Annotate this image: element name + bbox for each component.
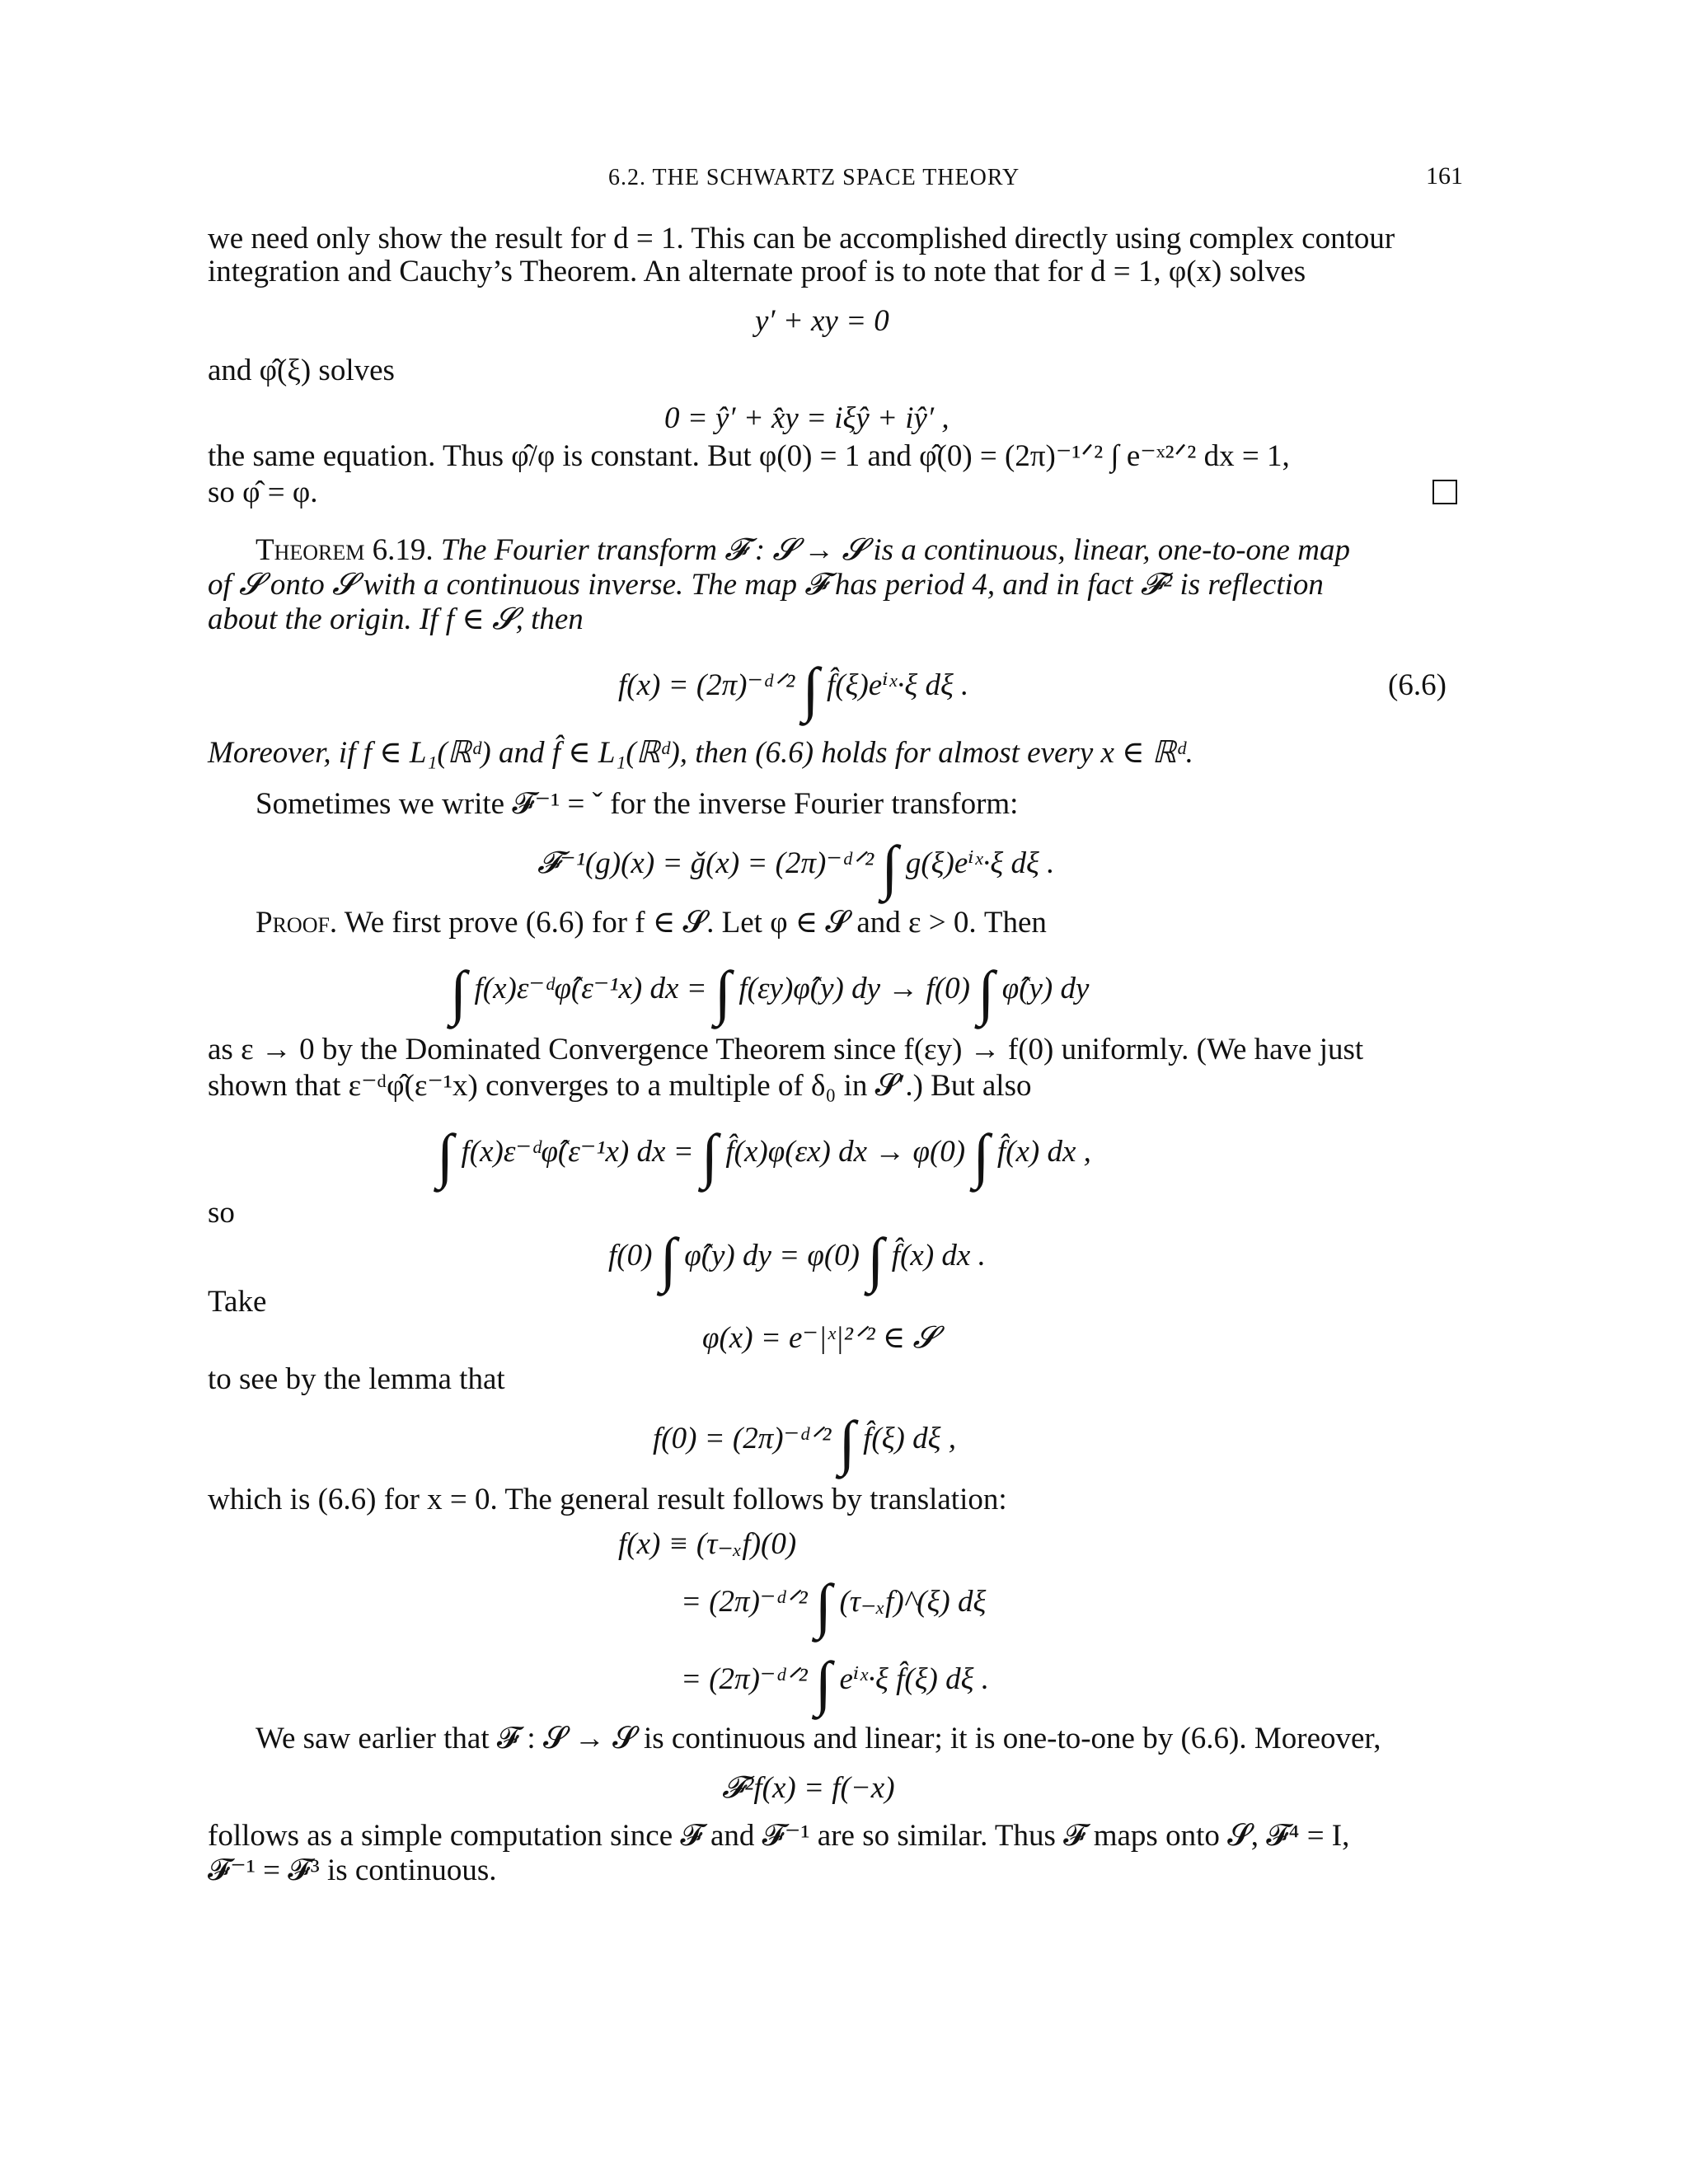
integral-sign: ∫	[973, 1122, 990, 1190]
page-number: 161	[1426, 162, 1463, 190]
display-equation: 𝓕²f(x) = f(−x)	[722, 1771, 895, 1805]
theorem-label	[256, 531, 1350, 570]
body-line: We saw earlier that 𝓕 : 𝓢 → 𝓢 is continuous and linear; it is one-to-one by (6.6). Moreover,	[256, 1722, 1381, 1755]
eq-part: f(0)	[608, 1239, 653, 1272]
aligned-equation-row	[681, 1650, 989, 1718]
theorem-line: Moreover, if f ∈ L₁(ℝᵈ) and f̂ ∈ L₁(ℝᵈ), then (6.6) holds for almost every x ∈ ℝᵈ.	[208, 736, 1193, 770]
integral-sign: ∫	[701, 1122, 719, 1190]
body-line: the same equation. Thus φ̂/φ is constant. But φ(0) = 1 and φ̂(0) = (2π)⁻¹ᐟ² ∫ e⁻ˣ²ᐟ² dx = 1,	[208, 439, 1290, 473]
eq-part: (τ₋ₓf)^(ξ) dξ	[839, 1585, 987, 1619]
integral-sign: ∫	[437, 1122, 454, 1190]
integral-sign: ∫	[659, 1226, 677, 1294]
display-equation	[450, 959, 1090, 1027]
proof-text: We first prove (6.6) for f ∈ 𝓢. Let φ ∈ 𝓢 and ε > 0. Then	[344, 906, 1047, 940]
display-equation: y′ + xy = 0	[755, 304, 889, 338]
display-equation	[437, 1122, 1091, 1190]
eq-lhs: f(x) = (2π)⁻ᵈᐟ²	[618, 668, 795, 702]
eq-part: f(x)ε⁻ᵈφ̂(ε⁻¹x) dx =	[474, 972, 707, 1005]
integral-sign: ∫	[978, 959, 995, 1027]
eq-part: f̂(x)φ(εx) dx → φ(0)	[725, 1135, 966, 1169]
eq-part: = (2π)⁻ᵈᐟ²	[681, 1585, 808, 1619]
eq-part: φ̂(y) dy = φ(0)	[684, 1239, 860, 1272]
body-line: so	[208, 1196, 235, 1230]
eq-rhs: f̂(ξ)eⁱˣ·ξ dξ .	[827, 668, 969, 702]
display-equation	[537, 834, 1055, 902]
body-line: we need only show the result for d = 1. This can be accomplished directly using complex contour	[208, 222, 1395, 255]
integral-sign: ∫	[714, 959, 732, 1027]
eq-part: f(x)ε⁻ᵈφ̂(ε⁻¹x) dx =	[461, 1135, 694, 1169]
integral-sign: ∫	[814, 1650, 832, 1718]
eq-lhs: 𝓕⁻¹(g)(x) = ǧ(x) = (2π)⁻ᵈᐟ²	[537, 846, 874, 880]
body-line: 𝓕⁻¹ = 𝓕³ is continuous.	[208, 1854, 497, 1887]
integral-sign: ∫	[867, 1226, 884, 1294]
integral-sign: ∫	[838, 1409, 856, 1477]
eq-part: eⁱˣ·ξ f̂(ξ) dξ .	[839, 1662, 989, 1696]
body-line: which is (6.6) for x = 0. The general result follows by translation:	[208, 1483, 1007, 1516]
integral-sign: ∫	[802, 656, 819, 724]
eq-part: f̂(x) dx .	[891, 1239, 986, 1272]
eq-rhs: f̂(ξ) dξ ,	[863, 1422, 956, 1455]
aligned-equation-row: f(x) ≡ (τ₋ₓf)(0)	[618, 1527, 797, 1561]
eq-part: f(εy)φ̂(y) dy → f(0)	[738, 972, 970, 1005]
integral-sign: ∫	[881, 834, 898, 902]
eq-part: f̂(x) dx ,	[996, 1135, 1091, 1169]
body-line: shown that ε⁻ᵈφ̂(ε⁻¹x) converges to a multiple of δ₀ in 𝓢′.) But also	[208, 1069, 1032, 1103]
body-line: Sometimes we write 𝓕⁻¹ = ˇ for the inverse Fourier transform:	[256, 787, 1019, 821]
eq-rhs: g(ξ)eⁱˣ·ξ dξ .	[905, 846, 1055, 880]
theorem-line: about the origin. If f ∈ 𝓢, then	[208, 602, 584, 636]
body-line: to see by the lemma that	[208, 1362, 505, 1396]
body-line: Take	[208, 1285, 267, 1319]
body-line: integration and Cauchy’s Theorem. An alternate proof is to note that for d = 1, φ(x) solves	[208, 255, 1306, 288]
body-line: and φ̂(ξ) solves	[208, 354, 395, 387]
display-equation: 0 = ŷ′ + x̂y = iξŷ + iŷ′ ,	[664, 401, 950, 435]
aligned-equation-row	[681, 1572, 987, 1640]
proof-label: Proof.	[256, 906, 338, 940]
end-of-proof-box	[1432, 480, 1457, 504]
proof-intro	[256, 903, 1047, 943]
theorem-text: The Fourier transform 𝓕 : 𝓢 → 𝓢 is a continuous, linear, one-to-one map	[440, 533, 1350, 567]
body-line: so φ̂ = φ.	[208, 476, 318, 509]
eq-part: φ̂(y) dy	[1001, 972, 1090, 1005]
eq-lhs: f(0) = (2π)⁻ᵈᐟ²	[653, 1422, 832, 1455]
equation-number: (6.6)	[1388, 668, 1447, 702]
theorem-line: of 𝓢 onto 𝓢 with a continuous inverse. The map 𝓕 has period 4, and in fact 𝓕² is reflection	[208, 568, 1324, 602]
display-equation	[608, 1226, 986, 1294]
display-equation: φ(x) = e⁻|ˣ|²ᐟ² ∈ 𝓢	[702, 1321, 937, 1355]
eq-part: = (2π)⁻ᵈᐟ²	[681, 1662, 808, 1696]
theorem-label-text: Theorem 6.19.	[256, 533, 434, 567]
integral-sign: ∫	[814, 1572, 832, 1640]
equation-6-6	[618, 656, 969, 724]
running-header: 6.2. THE SCHWARTZ SPACE THEORY	[608, 165, 1020, 190]
body-line: as ε → 0 by the Dominated Convergence Theorem since f(εy) → f(0) uniformly. (We have just	[208, 1033, 1364, 1066]
body-line: follows as a simple computation since 𝓕 and 𝓕⁻¹ are so similar. Thus 𝓕 maps onto 𝓢, 𝓕⁴ = I,	[208, 1819, 1350, 1853]
display-equation	[653, 1409, 956, 1477]
integral-sign: ∫	[450, 959, 467, 1027]
